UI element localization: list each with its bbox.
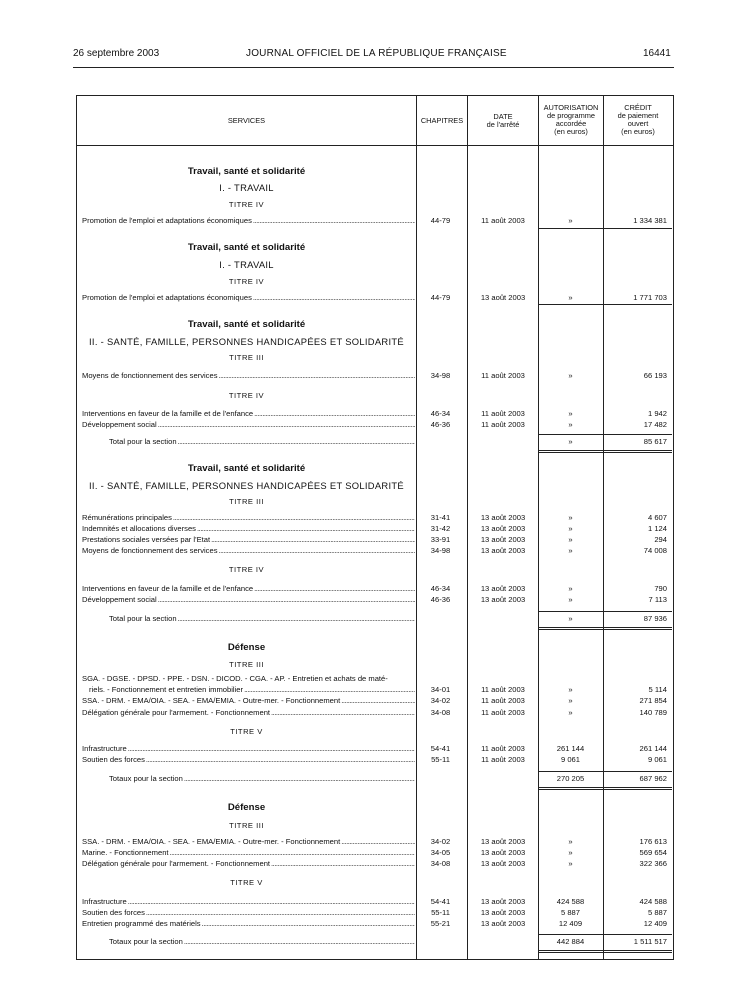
line-item-label	[82, 908, 415, 917]
titre-heading: TITRE III	[229, 821, 264, 830]
dot-leader	[341, 696, 415, 705]
section-rule	[539, 228, 672, 229]
autorisation-cell: »	[568, 216, 573, 225]
col-header-date: DATE de l'arrêté	[486, 112, 520, 129]
total-rule	[539, 789, 672, 790]
dot-leader	[211, 535, 415, 544]
chapitre-cell: 44-79	[430, 216, 451, 225]
date-cell: 11 août 2003	[481, 708, 525, 717]
dot-leader	[253, 216, 415, 225]
dot-leader	[254, 584, 415, 593]
autorisation-cell: »	[568, 513, 573, 522]
credit-cell: 7 113	[648, 595, 667, 604]
col-header-chapitres: CHAPITRES	[420, 116, 464, 125]
credit-cell: 5 887	[647, 908, 667, 917]
chapitre-cell: 33-91	[430, 535, 451, 544]
chapitre-cell: 31-41	[430, 513, 451, 522]
autorisation-cell: 261 144	[556, 744, 585, 753]
label-text: Infrastructure	[82, 744, 127, 753]
autorisation-cell: »	[568, 546, 573, 555]
autorisation-cell: 424 588	[556, 897, 585, 906]
dot-leader	[184, 937, 415, 946]
credit-cell: 261 144	[639, 744, 667, 753]
section-total-label	[109, 614, 415, 623]
autorisation-cell: »	[568, 437, 573, 446]
ministry-heading: I. - TRAVAIL	[219, 182, 274, 193]
section-heading: Travail, santé et solidarité	[187, 242, 306, 253]
col-header-autorisation: AUTORISATION de programme accordée (en euros)	[543, 103, 599, 136]
subtotal-rule	[539, 434, 672, 435]
autorisation-cell: 9 061	[560, 755, 580, 764]
date-cell: 13 août 2003	[480, 524, 526, 533]
label-text: Totaux pour la section	[109, 774, 183, 783]
credit-cell: 569 654	[639, 848, 667, 857]
date-cell: 13 août 2003	[480, 848, 526, 857]
autorisation-cell: 270 205	[556, 774, 585, 783]
section-total-label	[109, 774, 415, 783]
credit-cell: 1 771 703	[633, 293, 667, 302]
autorisation-cell: »	[568, 837, 573, 846]
label-text: Indemnités et allocations diverses	[82, 524, 196, 533]
date-cell: 13 août 2003	[480, 908, 526, 917]
label-text: riels. - Fonctionnement et entretien immobilier	[89, 685, 244, 694]
ministry-heading: II. - SANTÉ, FAMILLE, PERSONNES HANDICAPÉES ET SOLIDARITÉ	[89, 480, 404, 491]
date-cell: 11 août 2003	[481, 216, 525, 225]
titre-heading: TITRE IV	[228, 565, 265, 574]
dot-leader	[197, 524, 415, 533]
dot-leader	[158, 595, 415, 604]
column-divider	[416, 96, 417, 959]
dot-leader	[173, 513, 415, 522]
label-text: Infrastructure	[82, 897, 127, 906]
total-rule	[539, 452, 672, 453]
chapitre-cell: 34-98	[430, 546, 451, 555]
label-text: Total pour la section	[109, 614, 177, 623]
credit-cell: 17 482	[643, 420, 667, 429]
chapitre-cell: 46-34	[430, 584, 451, 593]
date-cell: 13 août 2003	[480, 546, 526, 555]
label-text: Interventions en faveur de la famille et de l'enfance	[82, 409, 254, 418]
chapitre-cell: 55-21	[430, 919, 451, 928]
line-item-label	[82, 584, 415, 593]
credit-cell: 140 789	[639, 708, 667, 717]
chapitre-cell: 34-98	[430, 371, 451, 380]
dot-leader	[202, 919, 415, 928]
label-text: Développement social	[82, 420, 157, 429]
chapitre-cell: 54-41	[430, 897, 451, 906]
date-cell: 13 août 2003	[480, 859, 526, 868]
section-total-label	[109, 437, 415, 446]
credit-cell: 176 613	[639, 837, 667, 846]
header-bottom-rule	[77, 145, 673, 146]
line-item-label	[82, 837, 415, 846]
date-cell: 13 août 2003	[480, 837, 526, 846]
label-text: SSA. - DRM. - EMA/OIA. - SEA. - EMA/EMIA. - Outre-mer. - Fonctionnement	[82, 837, 341, 846]
line-item-label	[82, 371, 415, 380]
credit-cell: 9 061	[647, 755, 667, 764]
label-text: Moyens de fonctionnement des services	[82, 371, 218, 380]
line-item-label	[82, 409, 415, 418]
date-cell: 11 août 2003	[481, 696, 525, 705]
credit-cell: 294	[654, 535, 667, 544]
subtotal-rule	[539, 771, 672, 772]
label-text: Délégation générale pour l'armement. - Fonctionnement	[82, 708, 271, 717]
chapitre-cell: 34-05	[430, 848, 451, 857]
header-title: JOURNAL OFFICIEL DE LA RÉPUBLIQUE FRANÇAISE	[246, 48, 507, 59]
date-cell: 11 août 2003	[481, 420, 525, 429]
chapitre-cell: 34-02	[430, 696, 451, 705]
label-text: Promotion de l'emploi et adaptations économiques	[82, 293, 252, 302]
section-heading: Défense	[227, 642, 266, 653]
date-cell: 11 août 2003	[481, 409, 525, 418]
col-header-credit: CRÉDIT de paiement ouvert (en euros)	[617, 103, 659, 136]
label-text: Total pour la section	[109, 437, 177, 446]
autorisation-cell: »	[568, 524, 573, 533]
credit-cell: 5 114	[648, 685, 667, 694]
date-cell: 11 août 2003	[481, 755, 525, 764]
label-text: Délégation générale pour l'armement. - Fonctionnement	[82, 859, 271, 868]
credit-cell: 1 124	[647, 524, 667, 533]
label-text: Moyens de fonctionnement des services	[82, 546, 218, 555]
label-text: Rémunérations principales	[82, 513, 172, 522]
label-text: Développement social	[82, 595, 157, 604]
ministry-heading: I. - TRAVAIL	[219, 259, 274, 270]
line-item-label	[82, 216, 415, 225]
chapitre-cell: 54-41	[430, 744, 451, 753]
dot-leader	[254, 409, 415, 418]
autorisation-cell: »	[568, 685, 573, 694]
autorisation-cell: »	[568, 614, 573, 623]
credit-cell: 12 409	[643, 919, 667, 928]
line-item-label	[82, 708, 415, 717]
dot-leader	[128, 897, 415, 906]
line-item-label	[82, 595, 415, 604]
dot-leader	[184, 774, 415, 783]
chapitre-cell: 46-34	[430, 409, 451, 418]
section-heading: Travail, santé et solidarité	[187, 463, 306, 474]
line-item-label	[82, 546, 415, 555]
header-page-number: 16441	[643, 48, 671, 59]
autorisation-cell: »	[568, 595, 573, 604]
line-item-label	[82, 919, 415, 928]
line-item-label	[82, 755, 415, 764]
credit-cell: 1 334 381	[633, 216, 667, 225]
date-cell: 13 août 2003	[480, 584, 526, 593]
dot-leader	[219, 546, 416, 555]
autorisation-cell: 442 884	[556, 937, 585, 946]
chapitre-cell: 31-42	[430, 524, 451, 533]
total-rule	[539, 627, 672, 628]
credit-cell: 322 366	[639, 859, 667, 868]
autorisation-cell: »	[568, 708, 573, 717]
continued-label: SGA. - DGSE. - DPSD. - PPE. - DSN. - DICOD. - CGA. - AP. - Entretien et achats de maté-	[82, 674, 388, 683]
credit-cell: 687 962	[639, 774, 667, 783]
subtotal-rule	[539, 934, 672, 935]
autorisation-cell: 12 409	[558, 919, 583, 928]
credit-cell: 4 607	[647, 513, 667, 522]
chapitre-cell: 46-36	[430, 595, 451, 604]
autorisation-cell: »	[568, 293, 573, 302]
credit-cell: 790	[654, 584, 667, 593]
date-cell: 11 août 2003	[481, 371, 525, 380]
dot-leader	[244, 685, 415, 694]
credit-cell: 271 854	[639, 696, 667, 705]
dot-leader	[178, 437, 415, 446]
line-item-label	[82, 535, 415, 544]
section-heading: Défense	[227, 802, 266, 813]
total-rule	[539, 950, 672, 951]
chapitre-cell: 44-79	[430, 293, 451, 302]
date-cell: 13 août 2003	[480, 535, 526, 544]
autorisation-cell: »	[568, 848, 573, 857]
autorisation-cell: »	[568, 859, 573, 868]
header-date: 26 septembre 2003	[73, 48, 160, 59]
credit-cell: 66 193	[643, 371, 667, 380]
chapitre-cell: 34-08	[430, 708, 451, 717]
autorisation-cell: »	[568, 696, 573, 705]
credit-cell: 74 008	[643, 546, 667, 555]
date-cell: 11 août 2003	[481, 685, 525, 694]
date-cell: 11 août 2003	[481, 744, 525, 753]
dot-leader	[158, 420, 415, 429]
autorisation-cell: »	[568, 420, 573, 429]
titre-heading: TITRE IV	[228, 277, 265, 286]
label-text: Interventions en faveur de la famille et de l'enfance	[82, 584, 254, 593]
appropriations-table	[76, 95, 674, 960]
dot-leader	[253, 293, 415, 302]
label-text: Soutien des forces	[82, 755, 145, 764]
line-item-label	[82, 293, 415, 302]
credit-cell: 85 617	[643, 437, 667, 446]
label-text: SSA. - DRM. - EMA/OIA. - SEA. - EMA/EMIA. - Outre-mer. - Fonctionnement	[82, 696, 341, 705]
titre-heading: TITRE V	[230, 878, 263, 887]
dot-leader	[271, 708, 415, 717]
autorisation-cell: »	[568, 535, 573, 544]
autorisation-cell: »	[568, 371, 573, 380]
label-text: Entretien programmé des matériels	[82, 919, 201, 928]
label-text: Totaux pour la section	[109, 937, 183, 946]
titre-heading: TITRE V	[230, 727, 263, 736]
line-item-label	[82, 513, 415, 522]
autorisation-cell: »	[568, 409, 573, 418]
label-text: Prestations sociales versées par l'Etat	[82, 535, 211, 544]
dot-leader	[178, 614, 415, 623]
line-item-label	[82, 420, 415, 429]
credit-cell: 1 511 517	[633, 937, 667, 946]
chapitre-cell: 55-11	[431, 908, 450, 917]
section-heading: Travail, santé et solidarité	[187, 319, 306, 330]
line-item-label	[82, 524, 415, 533]
autorisation-cell: »	[568, 584, 573, 593]
dot-leader	[219, 371, 416, 380]
line-item-label	[82, 859, 415, 868]
date-cell: 13 août 2003	[480, 595, 526, 604]
chapitre-cell: 55-11	[431, 755, 450, 764]
titre-heading: TITRE IV	[228, 391, 265, 400]
label-text: Marine. - Fonctionnement	[82, 848, 169, 857]
label-text: Soutien des forces	[82, 908, 145, 917]
credit-cell: 87 936	[643, 614, 667, 623]
header-rule	[73, 67, 674, 68]
titre-heading: TITRE IV	[228, 200, 265, 209]
date-cell: 13 août 2003	[480, 293, 526, 302]
line-item-label	[82, 744, 415, 753]
credit-cell: 424 588	[639, 897, 667, 906]
line-item-label	[82, 696, 415, 705]
chapitre-cell: 46-36	[430, 420, 451, 429]
dot-leader	[271, 859, 415, 868]
total-rule	[539, 952, 672, 953]
line-item-label	[82, 848, 415, 857]
titre-heading: TITRE III	[229, 660, 264, 669]
total-rule	[539, 629, 672, 630]
chapitre-cell: 34-08	[430, 859, 451, 868]
autorisation-cell: 5 887	[560, 908, 580, 917]
chapitre-cell: 34-01	[430, 685, 451, 694]
dot-leader	[341, 837, 415, 846]
dot-leader	[170, 848, 415, 857]
date-cell: 13 août 2003	[480, 513, 526, 522]
date-cell: 13 août 2003	[480, 897, 526, 906]
chapitre-cell: 34-02	[430, 837, 451, 846]
date-cell: 13 août 2003	[480, 919, 526, 928]
dot-leader	[146, 908, 415, 917]
ministry-heading: II. - SANTÉ, FAMILLE, PERSONNES HANDICAPÉES ET SOLIDARITÉ	[89, 336, 404, 347]
credit-cell: 1 942	[647, 409, 667, 418]
line-item-label	[82, 897, 415, 906]
titre-heading: TITRE III	[229, 353, 264, 362]
label-text: Promotion de l'emploi et adaptations économiques	[82, 216, 252, 225]
col-header-services: SERVICES	[227, 116, 266, 125]
line-item-label	[89, 685, 415, 694]
dot-leader	[128, 744, 415, 753]
section-rule	[539, 304, 672, 305]
section-heading: Travail, santé et solidarité	[187, 166, 306, 177]
total-rule	[539, 787, 672, 788]
dot-leader	[146, 755, 415, 764]
titre-heading: TITRE III	[229, 497, 264, 506]
subtotal-rule	[539, 611, 672, 612]
section-total-label	[109, 937, 415, 946]
total-rule	[539, 450, 672, 451]
